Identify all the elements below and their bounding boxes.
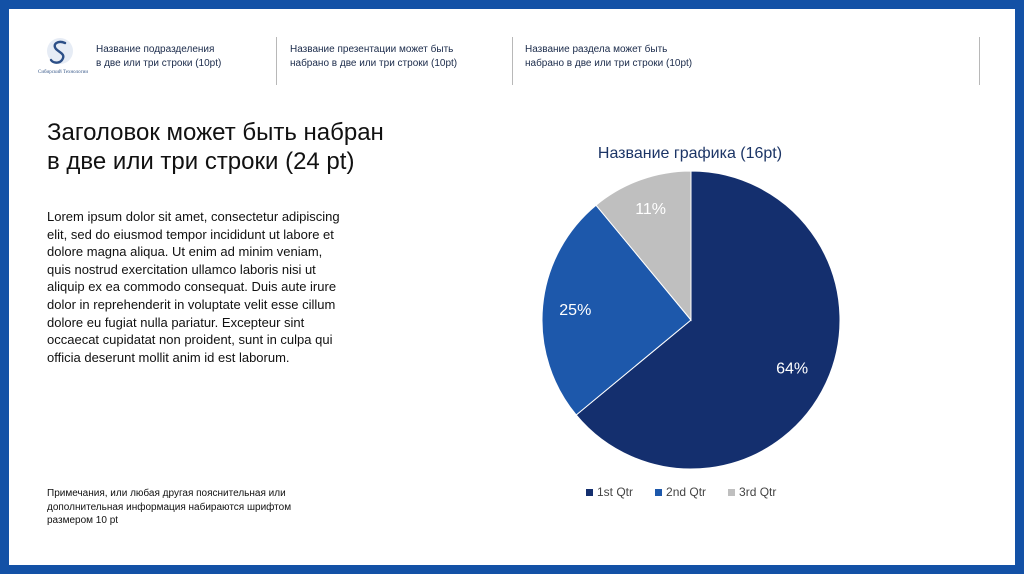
pie-data-label-2: 25% xyxy=(559,302,592,320)
presentation-name: Название презентации может быть набрано в две или три строки (10pt) xyxy=(290,44,458,69)
header-divider-1 xyxy=(276,37,277,85)
legend-item-2 xyxy=(655,485,706,499)
legend-item-1 xyxy=(586,485,633,499)
logo-emblem-icon xyxy=(38,36,82,70)
legend-swatch-1 xyxy=(586,489,593,496)
chart-legend xyxy=(586,485,776,499)
body-paragraph: Lorem ipsum dolor sit amet, consectetur adipiscing elit, sed do eiusmod tempor incididunt ut labore et dolore magna aliqua. Ut enim ad minim veniam, quis nostrud exercitation ullamco laboris nisi ut aliquip ex ea commodo consequat. Duis aute irure dolor in reprehenderit in voluptate velit esse cillum dolore eu fugiat nulla pariatur. Excepteur sint occaecat cupidatat non proident, sunt in culpa qui officia deserunt mollit anim id est laborum. xyxy=(47,209,340,365)
legend-item-3 xyxy=(728,485,776,499)
university-logo xyxy=(38,36,89,88)
pie-data-label-3: 11% xyxy=(635,200,667,218)
header-divider-2 xyxy=(512,37,513,85)
section-name: Название раздела может быть набрано в две или три строки (10pt) xyxy=(525,44,693,69)
logo-caption: Сибирский Технологии xyxy=(38,70,89,75)
legend-label-2: 2nd Qtr xyxy=(666,485,707,499)
legend-swatch-2 xyxy=(655,489,662,496)
pie-chart xyxy=(530,160,860,480)
legend-label-3: 3rd Qtr xyxy=(739,485,777,499)
chart-title: Название графика (16pt) xyxy=(597,145,783,162)
slide-title: Заголовок может быть набран в две или три строки (24 pt) xyxy=(47,119,384,175)
header-divider-3 xyxy=(979,37,980,85)
legend-swatch-3 xyxy=(728,489,735,496)
legend-label-1: 1st Qtr xyxy=(597,485,634,499)
division-name: Название подразделения в две или три строки (10pt) xyxy=(96,44,222,69)
footnote: Примечания, или любая другая пояснительная или дополнительная информация набираются шрифтом размером 10 pt xyxy=(47,488,292,526)
pie-data-label-1: 64% xyxy=(776,360,809,378)
